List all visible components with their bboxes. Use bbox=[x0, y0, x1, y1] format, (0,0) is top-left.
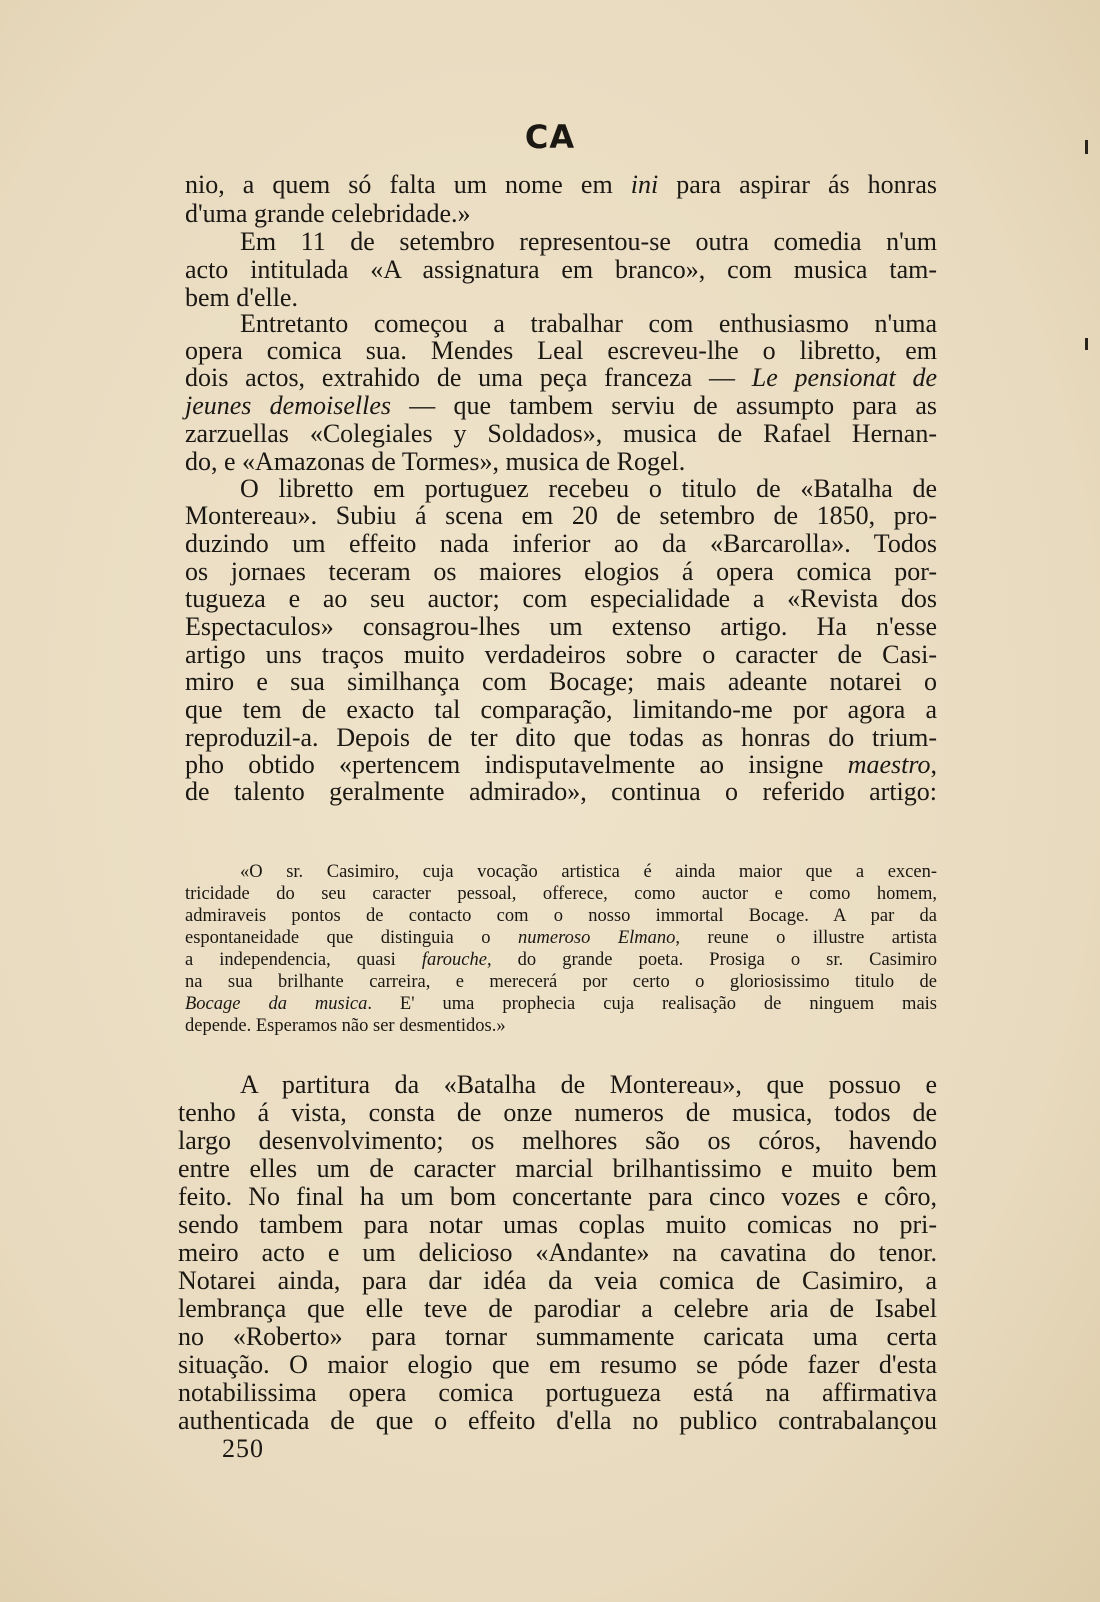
text-line: Entretanto começou a trabalhar com enthusiasmo n'uma bbox=[240, 309, 937, 338]
text-line: A partitura da «Batalha de Montereau», que possuo e bbox=[240, 1070, 937, 1099]
text-line: Montereau». Subiu á scena em 20 de setembro de 1850, pro- bbox=[185, 501, 937, 530]
text-line: entre elles um de caracter marcial brilhantissimo e muito bem bbox=[178, 1154, 937, 1183]
quote-line: Bocage da musica. E' uma prophecia cuja realisação de ninguem mais bbox=[185, 994, 937, 1014]
running-head: CA bbox=[524, 118, 576, 156]
margin-mark bbox=[1085, 338, 1088, 350]
text-line: duzindo um effeito nada inferior ao da «Barcarolla». Todos bbox=[185, 529, 937, 558]
text-line: O libretto em portuguez recebeu o titulo de «Batalha de bbox=[240, 474, 937, 503]
text-line: nio, a quem só falta um nome em ini para aspirar ás honras bbox=[185, 170, 938, 199]
text-line: dois actos, extrahido de uma peça franceza — Le pensionat de bbox=[185, 363, 938, 392]
text-line: reproduzil-a. Depois de ter dito que todas as honras do trium- bbox=[185, 723, 937, 752]
text-line: situação. O maior elogio que em resumo se póde fazer d'esta bbox=[178, 1350, 937, 1379]
text-line: notabilissima opera comica portugueza está na affirmativa bbox=[178, 1378, 937, 1407]
quote-line: espontaneidade que distinguia o numeroso Elmano, reune o illustre artista bbox=[185, 928, 937, 948]
text-line: sendo tambem para notar umas coplas muito comicas no pri- bbox=[178, 1210, 937, 1239]
page-number: 250 bbox=[222, 1434, 264, 1463]
text-line: os jornaes teceram os maiores elogios á opera comica por- bbox=[185, 557, 937, 586]
text-line: tenho á vista, consta de onze numeros de musica, todos de bbox=[178, 1098, 937, 1127]
text-line: miro e sua similhança com Bocage; mais adeante notarei o bbox=[185, 667, 937, 696]
quote-line: admiraveis pontos de contacto com o nosso immortal Bocage. A par da bbox=[185, 906, 937, 926]
text-line: bem d'elle. bbox=[185, 283, 298, 312]
text-line: acto intitulada «A assignatura em branco», com musica tam- bbox=[185, 255, 937, 284]
text-line: que tem de exacto tal comparação, limitando-me por agora a bbox=[185, 695, 937, 724]
text-line: artigo uns traços muito verdadeiros sobre o caracter de Casi- bbox=[185, 640, 937, 669]
text-line: d'uma grande celebridade.» bbox=[185, 199, 471, 228]
text-line: do, e «Amazonas de Tormes», musica de Rogel. bbox=[185, 447, 686, 476]
text-line: no «Roberto» para tornar summamente caricata uma certa bbox=[178, 1322, 937, 1351]
text-line: Em 11 de setembro representou-se outra comedia n'um bbox=[240, 227, 937, 256]
text-line: lembrança que elle teve de parodiar a celebre aria de Isabel bbox=[178, 1294, 937, 1323]
text-line: zarzuellas «Colegiales y Soldados», musica de Rafael Hernan- bbox=[185, 419, 937, 448]
text-line: meiro acto e um delicioso «Andante» na cavatina do tenor. bbox=[178, 1238, 937, 1267]
text-line: opera comica sua. Mendes Leal escreveu-lhe o libretto, em bbox=[185, 336, 937, 365]
text-line: Espectaculos» consagrou-lhes um extenso artigo. Ha n'esse bbox=[185, 612, 937, 641]
text-line: de talento geralmente admirado», continua o referido artigo: bbox=[185, 777, 937, 806]
quote-line: tricidade do seu caracter pessoal, offerece, como auctor e como homem, bbox=[185, 884, 937, 904]
margin-mark bbox=[1085, 140, 1088, 154]
text-line: jeunes demoiselles — que tambem serviu de assumpto para as bbox=[185, 391, 938, 420]
text-line: largo desenvolvimento; os melhores são os córos, havendo bbox=[178, 1126, 937, 1155]
text-line: Notarei ainda, para dar idéa da veia comica de Casimiro, a bbox=[178, 1266, 937, 1295]
quote-line: depende. Esperamos não ser desmentidos.» bbox=[185, 1016, 506, 1036]
text-line: feito. No final ha um bom concertante para cinco vozes e côro, bbox=[178, 1182, 937, 1211]
quote-line: a independencia, quasi farouche, do grande poeta. Prosiga o sr. Casimiro bbox=[185, 950, 937, 970]
quote-line: na sua brilhante carreira, e merecerá por certo o gloriosissimo titulo de bbox=[185, 972, 937, 992]
text-line: tugueza e ao seu auctor; com especialidade a «Revista dos bbox=[185, 584, 937, 613]
text-line: authenticada de que o effeito d'ella no publico contrabalançou bbox=[178, 1406, 937, 1435]
quote-line: «O sr. Casimiro, cuja vocação artistica é ainda maior que a excen- bbox=[240, 862, 937, 882]
text-line: pho obtido «pertencem indisputavelmente ao insigne maestro, bbox=[185, 750, 938, 779]
